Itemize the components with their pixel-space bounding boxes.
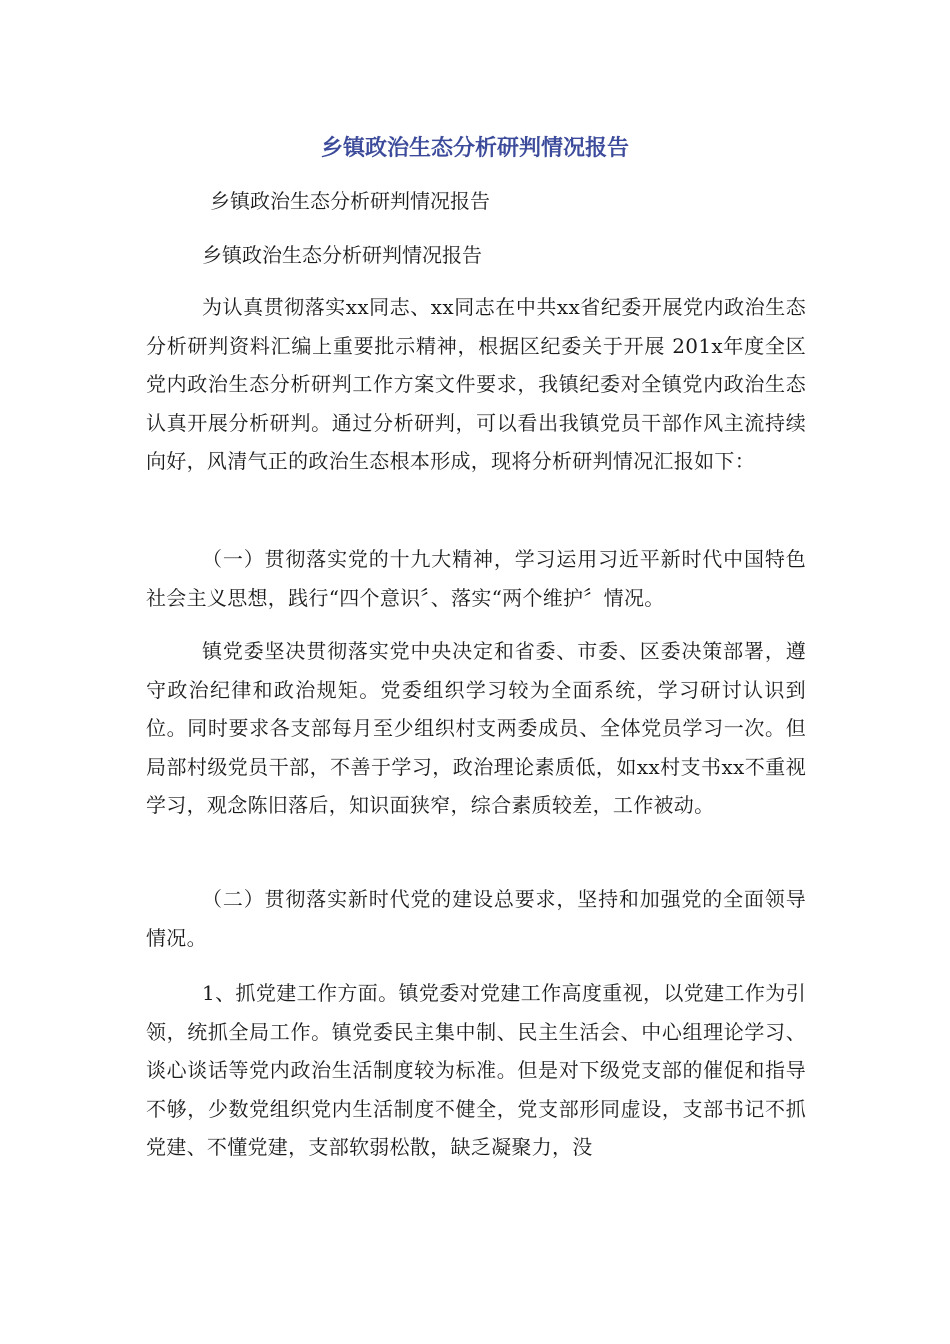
section-heading-2: （二）贯彻落实新时代党的建设总要求，坚持和加强党的全面领导情况。 xyxy=(146,887,806,950)
subtitle-line-2: 乡镇政治生态分析研判情况报告 xyxy=(202,243,482,267)
subtitle-line-1: 乡镇政治生态分析研判情况报告 xyxy=(210,189,490,213)
paragraph-intro: 为认真贯彻落实xx同志、xx同志在中共xx省纪委开展党内政治生态分析研判资料汇编上重要批示精神，根据区纪委关于开展 201x年度全区党内政治生态分析研判工作方案文件要求，我镇纪委对全镇党内政治生态认真开展分析研判。通过分析研判，可以看出我镇党员干部作风主流持续向好，风清气正的政治生态根本形成，现将分析研判情况汇报如下： xyxy=(146,295,806,474)
document-title: 乡镇政治生态分析研判情况报告 xyxy=(320,136,629,161)
section-heading-1: （一）贯彻落实党的十九大精神，学习运用习近平新时代中国特色社会主义思想，践行“四个意识〞、落实“两个维护〞情况。 xyxy=(146,547,806,610)
paragraph-section-1: 镇党委坚决贯彻落实党中央决定和省委、市委、区委决策部署，遵守政治纪律和政治规矩。党委组织学习较为全面系统，学习研讨认识到位。同时要求各支部每月至少组织村支两委成员、全体党员学习一次。但局部村级党员干部，不善于学习，政治理论素质低，如xx村支书xx不重视学习，观念陈旧落后，知识面狭窄，综合素质较差，工作被动。 xyxy=(146,639,806,818)
paragraph-party-building: 1、抓党建工作方面。镇党委对党建工作高度重视，以党建工作为引领，统抓全局工作。镇党委民主集中制、民主生活会、中心组理论学习、谈心谈话等党内政治生活制度较为标准。但是对下级党支部的催促和指导不够，少数党组织党内生活制度不健全，党支部形同虚设，支部书记不抓党建、不懂党建，支部软弱松散，缺乏凝聚力，没 xyxy=(146,981,806,1160)
